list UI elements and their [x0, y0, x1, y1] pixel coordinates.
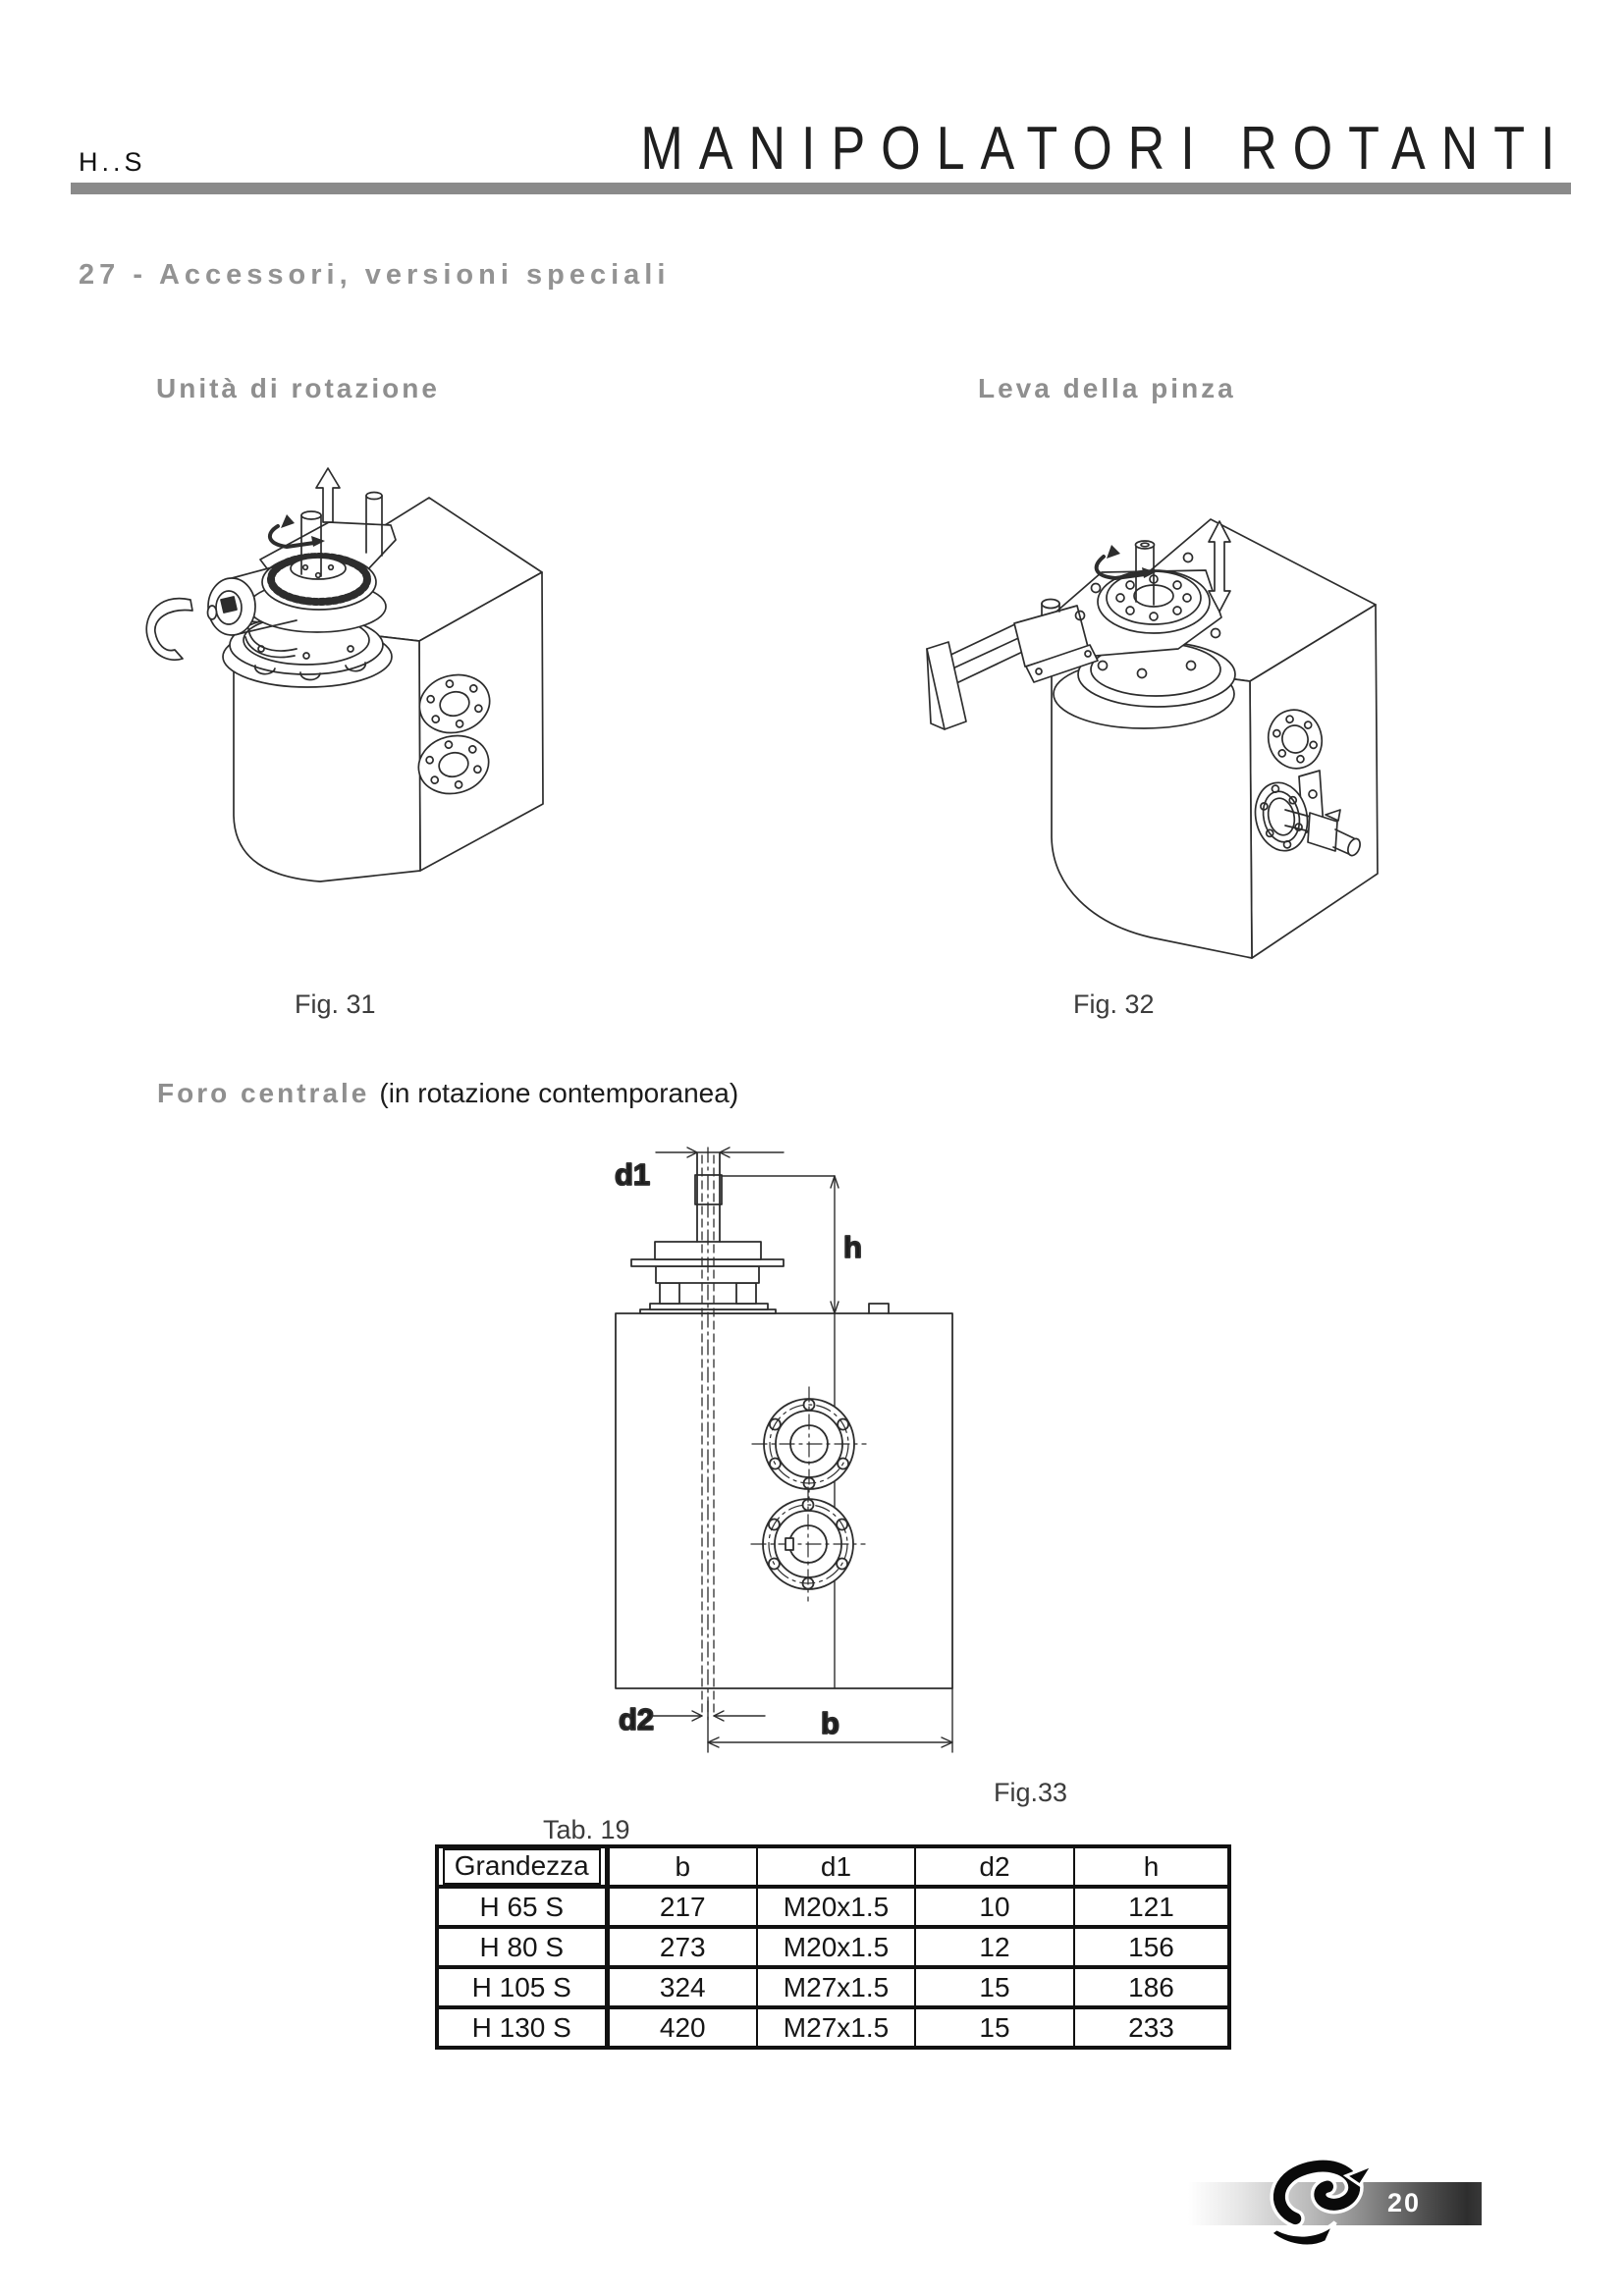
fig33-heading-label: Foro centrale	[157, 1078, 370, 1108]
brand-logo-icon	[1260, 2153, 1387, 2239]
cell-h: 186	[1074, 1967, 1229, 2007]
fig31-caption: Fig. 31	[295, 989, 376, 1019]
hook-arrow-icon	[146, 599, 192, 661]
cell-b: 324	[607, 1967, 757, 2007]
cell-h: 156	[1074, 1927, 1229, 1967]
col-header-d1: d1	[757, 1846, 915, 1887]
cell-d1: M20x1.5	[757, 1927, 915, 1967]
page-title: MANIPOLATORI ROTANTI	[640, 115, 1571, 183]
fig31-drawing	[128, 427, 619, 972]
cell-h: 121	[1074, 1887, 1229, 1927]
table-label: Tab. 19	[543, 1815, 630, 1844]
fig33-heading	[157, 1078, 738, 1109]
fig32-caption: Fig. 32	[1073, 989, 1155, 1019]
table-row	[437, 1887, 1229, 1927]
cell-size: H 65 S	[437, 1887, 607, 1927]
cell-d2: 15	[915, 1967, 1074, 2007]
fig32-drawing	[844, 427, 1414, 977]
cell-d1: M20x1.5	[757, 1887, 915, 1927]
cell-size: H 105 S	[437, 1967, 607, 2007]
fig33-caption: Fig.33	[994, 1778, 1068, 1807]
col-header-d2: d2	[915, 1846, 1074, 1887]
dim-label-d1: d1	[615, 1157, 651, 1192]
col-header-grandezza: Grandezza	[437, 1846, 607, 1887]
fig33-body	[616, 1313, 952, 1688]
cell-b: 273	[607, 1927, 757, 1967]
cell-d1: M27x1.5	[757, 1967, 915, 2007]
col-header-h: h	[1074, 1846, 1229, 1887]
table-header-row	[437, 1846, 1229, 1887]
table-row	[437, 2007, 1229, 2048]
cell-b: 420	[607, 2007, 757, 2048]
cell-h: 233	[1074, 2007, 1229, 2048]
title-rule	[71, 183, 1571, 194]
table-row	[437, 1967, 1229, 2007]
dimension-table	[435, 1844, 1231, 2050]
cell-d1: M27x1.5	[757, 2007, 915, 2048]
cell-size: H 130 S	[437, 2007, 607, 2048]
section-title: 27 - Accessori, versioni speciali	[79, 259, 671, 291]
table-row	[437, 1927, 1229, 1967]
cell-d2: 10	[915, 1887, 1074, 1927]
col-header-b: b	[607, 1846, 757, 1887]
page-number: 20	[1387, 2188, 1422, 2217]
fig31-heading: Unità di rotazione	[156, 373, 440, 403]
product-code: H..S	[79, 147, 146, 177]
dim-label-d2: d2	[619, 1702, 655, 1736]
cell-d2: 15	[915, 2007, 1074, 2048]
fig33-heading-note: (in rotazione contemporanea)	[379, 1078, 739, 1108]
dim-label-b: b	[821, 1706, 839, 1740]
cell-b: 217	[607, 1887, 757, 1927]
fig32-heading: Leva della pinza	[978, 373, 1236, 403]
cell-size: H 80 S	[437, 1927, 607, 1967]
fig33-drawing	[550, 1114, 1041, 1811]
cell-d2: 12	[915, 1927, 1074, 1967]
dim-label-h: h	[843, 1230, 862, 1264]
